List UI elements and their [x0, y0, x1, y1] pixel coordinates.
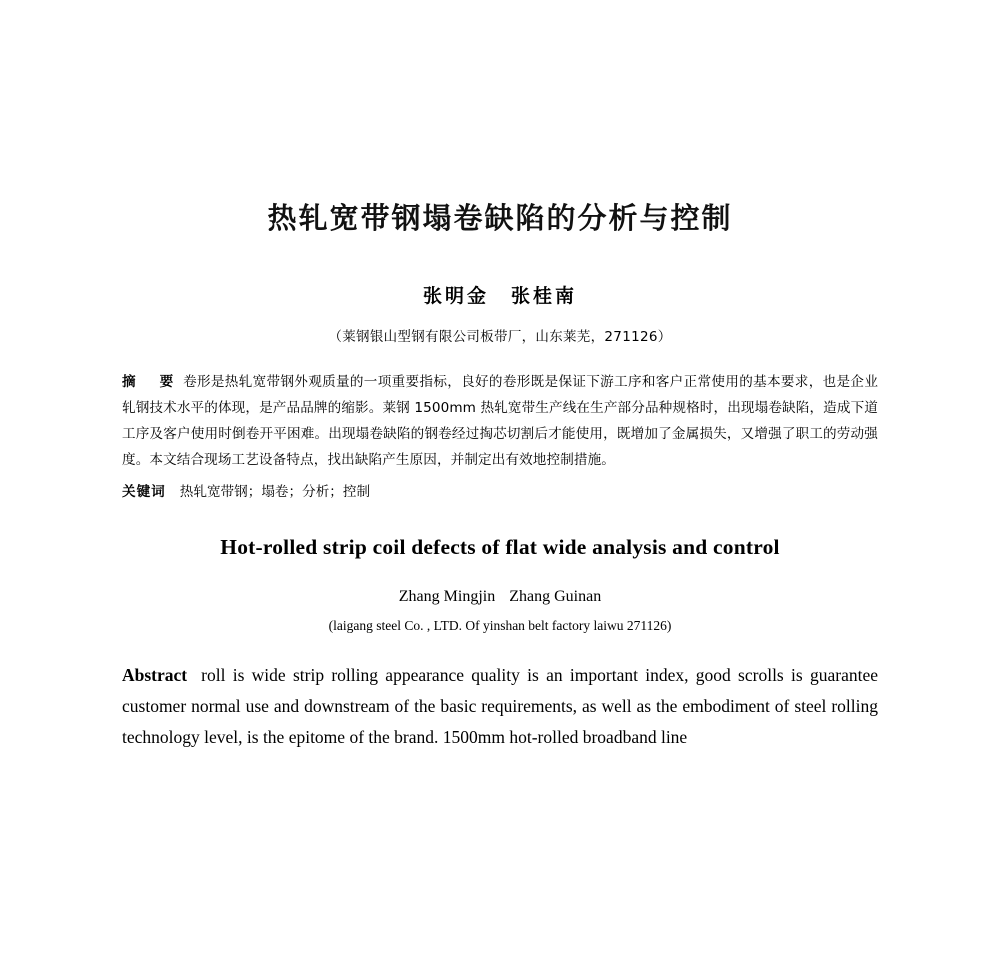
english-affiliation: (laigang steel Co. , LTD. Of yinshan belt factory laiwu 271126) — [328, 618, 672, 633]
english-author-2: Zhang Guinan — [509, 588, 602, 605]
chinese-abstract-label: 摘 要 — [122, 374, 179, 390]
chinese-keywords — [122, 479, 878, 505]
english-author-1: Zhang Mingjin — [398, 588, 496, 605]
english-authors — [122, 588, 878, 606]
chinese-affiliation: （莱钢银山型钢有限公司板带厂，山东莱芜，271126） — [328, 329, 672, 345]
chinese-author-2: 张桂南 — [511, 285, 578, 307]
english-title: Hot-rolled strip coil defects of flat wide analysis and control — [220, 535, 780, 559]
chinese-keywords-text: 热轧宽带钢；塌卷；分析；控制 — [179, 484, 371, 500]
chinese-authors — [122, 281, 878, 308]
chinese-abstract-text: 卷形是热轧宽带钢外观质量的一项重要指标，良好的卷形既是保证下游工序和客户正常使用的基本要求，也是企业轧钢技术水平的体现，是产品品牌的缩影。莱钢 1500mm 热轧宽带生产线在生产部分品种规格时，出现塌卷缺陷，造成下道工序及客户使用时倒卷开平困难。出现塌卷缺陷的钢卷经过掏芯切割后才能使用，既增加了金属损失，又增强了职工的劳动强度。本文结合现场工艺设备特点，找出缺陷产生原因，并制定出有效地控制措施。 — [122, 374, 879, 468]
english-abstract — [122, 660, 878, 753]
chinese-author-1: 张明金 — [422, 285, 489, 307]
english-abstract-text: roll is wide strip rolling appearance quality is an important index, good scrolls is guarantee customer normal use and downstream of the basic requirements, as well as the embodiment of steel rolling technology level, is the epitome of the brand. 1500mm hot-rolled broadband line — [122, 665, 878, 747]
english-abstract-label: Abstract — [122, 665, 188, 685]
chinese-keywords-label: 关键词 — [122, 484, 166, 500]
page-title: 热轧宽带钢塌卷缺陷的分析与控制 — [267, 201, 733, 235]
paper-page — [0, 196, 1000, 956]
chinese-abstract — [122, 369, 878, 473]
